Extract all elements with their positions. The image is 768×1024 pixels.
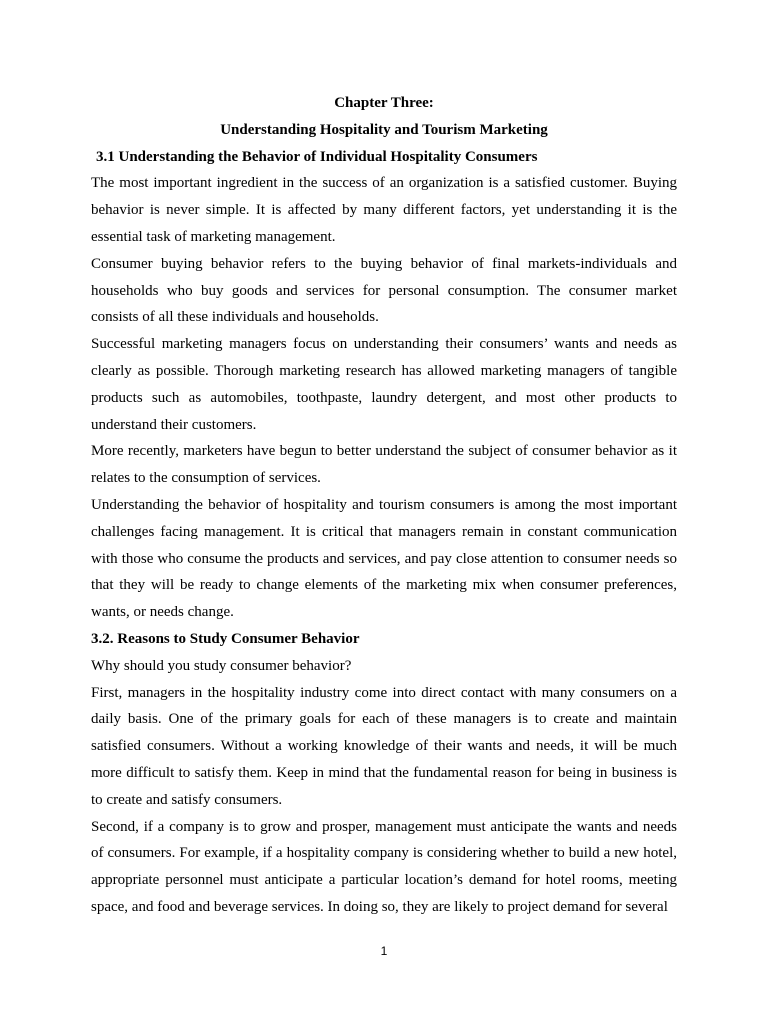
paragraph: Consumer buying behavior refers to the buying behavior of final markets-individuals and households who buy goods and services for personal consumption. The consumer market consists of all these individuals and households. <box>91 255 677 326</box>
chapter-subtitle: Understanding Hospitality and Tourism Marketing <box>220 121 548 138</box>
paragraph: Why should you study consumer behavior? <box>91 657 352 674</box>
chapter-title: Chapter Three: <box>334 95 434 111</box>
paragraph: The most important ingredient in the success of an organization is a satisfied customer. Buying behavior is never simple. It is affected by many different factors, yet understanding it is the essential task of marketing management. <box>91 175 677 245</box>
section-heading-3-1: 3.1 Understanding the Behavior of Individual Hospitality Consumers <box>96 148 538 165</box>
page-content <box>91 90 677 921</box>
paragraph: Successful marketing managers focus on understanding their consumers’ wants and needs as clearly as possible. Thorough marketing research has allowed marketing managers of tangible products such as automobiles, toothpaste, laundry detergent, and most other products to understand their customers. <box>91 336 677 433</box>
section-heading-3-2: 3.2. Reasons to Study Consumer Behavior <box>91 630 360 647</box>
paragraph: Understanding the behavior of hospitality and tourism consumers is among the most important challenges facing management. It is critical that managers remain in constant communication with those who consume the products and services, and pay close attention to consumer needs so that they will be ready to change elements of the marketing mix when consumer preferences, wants, or needs change. <box>91 496 677 621</box>
paragraph: More recently, marketers have begun to better understand the subject of consumer behavior as it relates to the consumption of services. <box>91 443 677 487</box>
page-number: 1 <box>380 944 388 958</box>
paragraph: Second, if a company is to grow and prosper, management must anticipate the wants and needs of consumers. For example, if a hospitality company is considering whether to build a new hotel, appropriate personnel must anticipate a particular location’s demand for hotel rooms, meeting space, and food and beverage services. In doing so, they are likely to project demand for several <box>91 818 677 915</box>
paragraph: First, managers in the hospitality industry come into direct contact with many consumers on a daily basis. One of the primary goals for each of these managers is to create and maintain satisfied consumers. Without a working knowledge of their wants and needs, it will be much more difficult to satisfy them. Keep in mind that the fundamental reason for being in business is to create and satisfy consumers. <box>91 684 677 808</box>
